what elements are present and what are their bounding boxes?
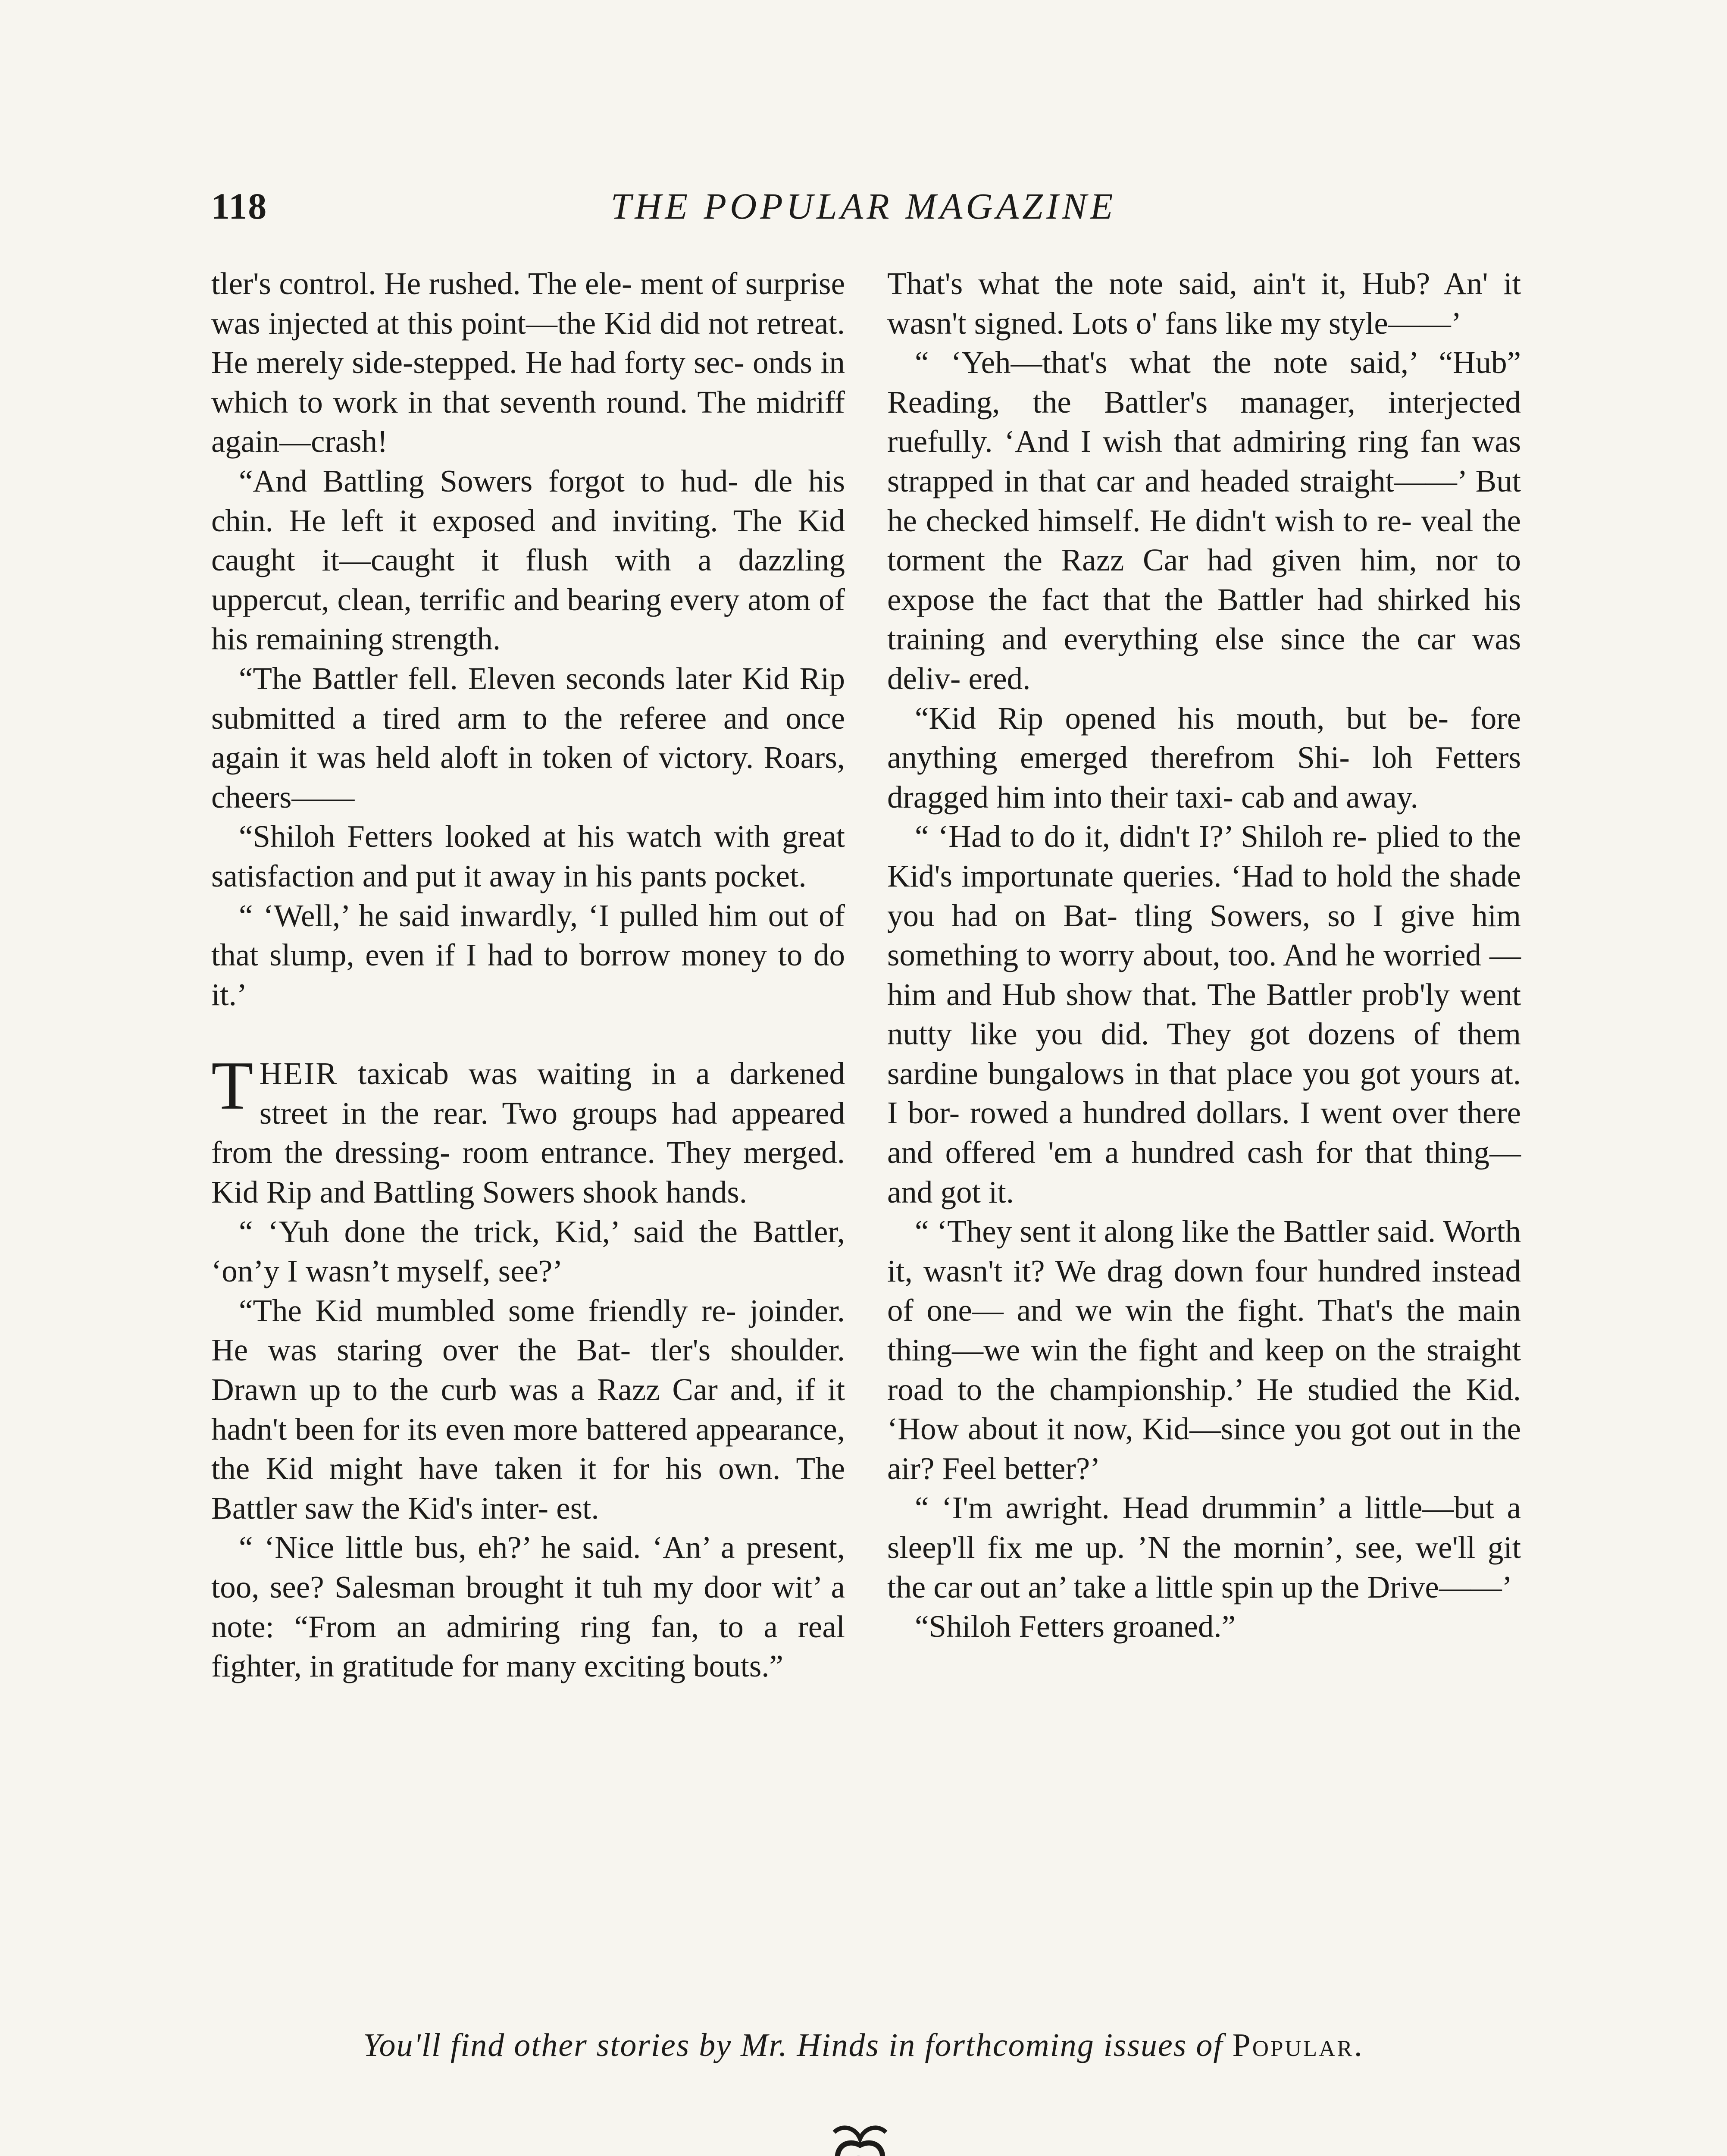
paragraph: “ ‘Well,’ he said inwardly, ‘I pulled him out of that slump, even if I had to borrow money to do it.’ [211, 898, 845, 1012]
right-column [887, 264, 1521, 1646]
author-note [0, 2027, 1727, 2064]
paragraph: “The Battler fell. Eleven seconds later Kid Rip submitted a tired arm to the referee and once again it was held aloft in token of victory. Roars, cheers—— [211, 661, 845, 815]
paragraph: That's what the note said, ain't it, Hub? An' it wasn't signed. Lots o' fans like my style——’ [887, 266, 1521, 341]
paragraph-text: taxicab was waiting in a darkened street in the rear. Two groups had appeared from the dressing- room entrance. They merged. Kid Rip and Battling Sowers shook hands. [211, 1056, 845, 1210]
small-caps-lead: HEIR [259, 1056, 338, 1091]
page-number: 118 [211, 185, 268, 227]
paragraph: “Kid Rip opened his mouth, but be- fore anything emerged therefrom Shi- loh Fetters dragged him into their taxi- cab and away. [887, 700, 1521, 815]
paragraph: “And Battling Sowers forgot to hud- dle his chin. He left it exposed and inviting. The Kid caught it—caught it flush with a dazzling uppercut, clean, terrific and bearing every atom of his remaining strength. [211, 463, 845, 657]
paragraph: “ ‘Yuh done the trick, Kid,’ said the Battler, ‘on’y I wasn’t myself, see?’ [211, 1214, 845, 1289]
paragraph: “ ‘I'm awright. Head drummin’ a little—but a sleep'll fix me up. ’N the mornin’, see, we'll git the car out an’ take a little spin up the Drive——’ [887, 1490, 1521, 1604]
left-column [211, 264, 845, 1686]
paragraph: “The Kid mumbled some friendly re- joinder. He was staring over the Bat- tler's shoulder. Drawn up to the curb was a Razz Car and, if it hadn't been for its even more battered appearance, the Kid might have taken it for his own. The Battler saw the Kid's inter- est. [211, 1293, 845, 1526]
paragraph: “ ‘Yeh—that's what the note said,’ “Hub” Reading, the Battler's manager, interjected ruefully. ‘And I wish that admiring ring fan was strapped in that car and headed straight——’ But he checked himself. He didn't wish to re- veal the torment the Razz Car had given him, nor to expose the fact that the Battler had shirked his training and everything else since the car was deliv- ered. [887, 345, 1521, 696]
paragraph: “Shiloh Fetters groaned.” [915, 1609, 1236, 1644]
ornament-icon [817, 2115, 903, 2156]
drop-cap: T [211, 1047, 253, 1124]
author-note-text: You'll find other stories by Mr. Hinds in forthcoming issues of [363, 2027, 1233, 2063]
paragraph: tler's control. He rushed. The ele- ment of surprise was injected at this point—the Kid did not retreat. He merely side-stepped. He had forty sec- onds in which to work in that seventh round. The midriff again—crash! [211, 266, 845, 459]
paragraph: “ ‘Nice little bus, eh?’ he said. ‘An’ a present, too, see? Salesman brought it tuh my door wit’ a note: “From an admiring ring fan, to a real fighter, in gratitude for many exciting bouts.” [211, 1530, 845, 1684]
section-opening-paragraph [211, 1047, 845, 1212]
paragraph: “ ‘Had to do it, didn't I?’ Shiloh re- plied to the Kid's importunate queries. ‘Had to hold the shade you had on Bat- tling Sowers, so I give him something to worry about, too. And he worried —him and Hub show that. The Battler prob'ly went nutty like you did. They got dozens of them sardine bungalows in that place you got yours at. I bor- rowed a hundred dollars. I went over there and offered 'em a hundred cash for that thing—and got it. [887, 819, 1521, 1210]
running-title: THE POPULAR MAGAZINE [610, 185, 1117, 227]
magazine-name: Popular. [1232, 2027, 1364, 2063]
paragraph: “ ‘They sent it along like the Battler said. Worth it, wasn't it? We drag down four hundred instead of one— and we win the fight. That's the main thing—we win the fight and keep on the straight road to the championship.’ He studied the Kid. ‘How about it now, Kid—since you got out in the air? Feel better?’ [887, 1214, 1521, 1486]
paragraph: “Shiloh Fetters looked at his watch with great satisfaction and put it away in his pants pocket. [211, 819, 845, 893]
